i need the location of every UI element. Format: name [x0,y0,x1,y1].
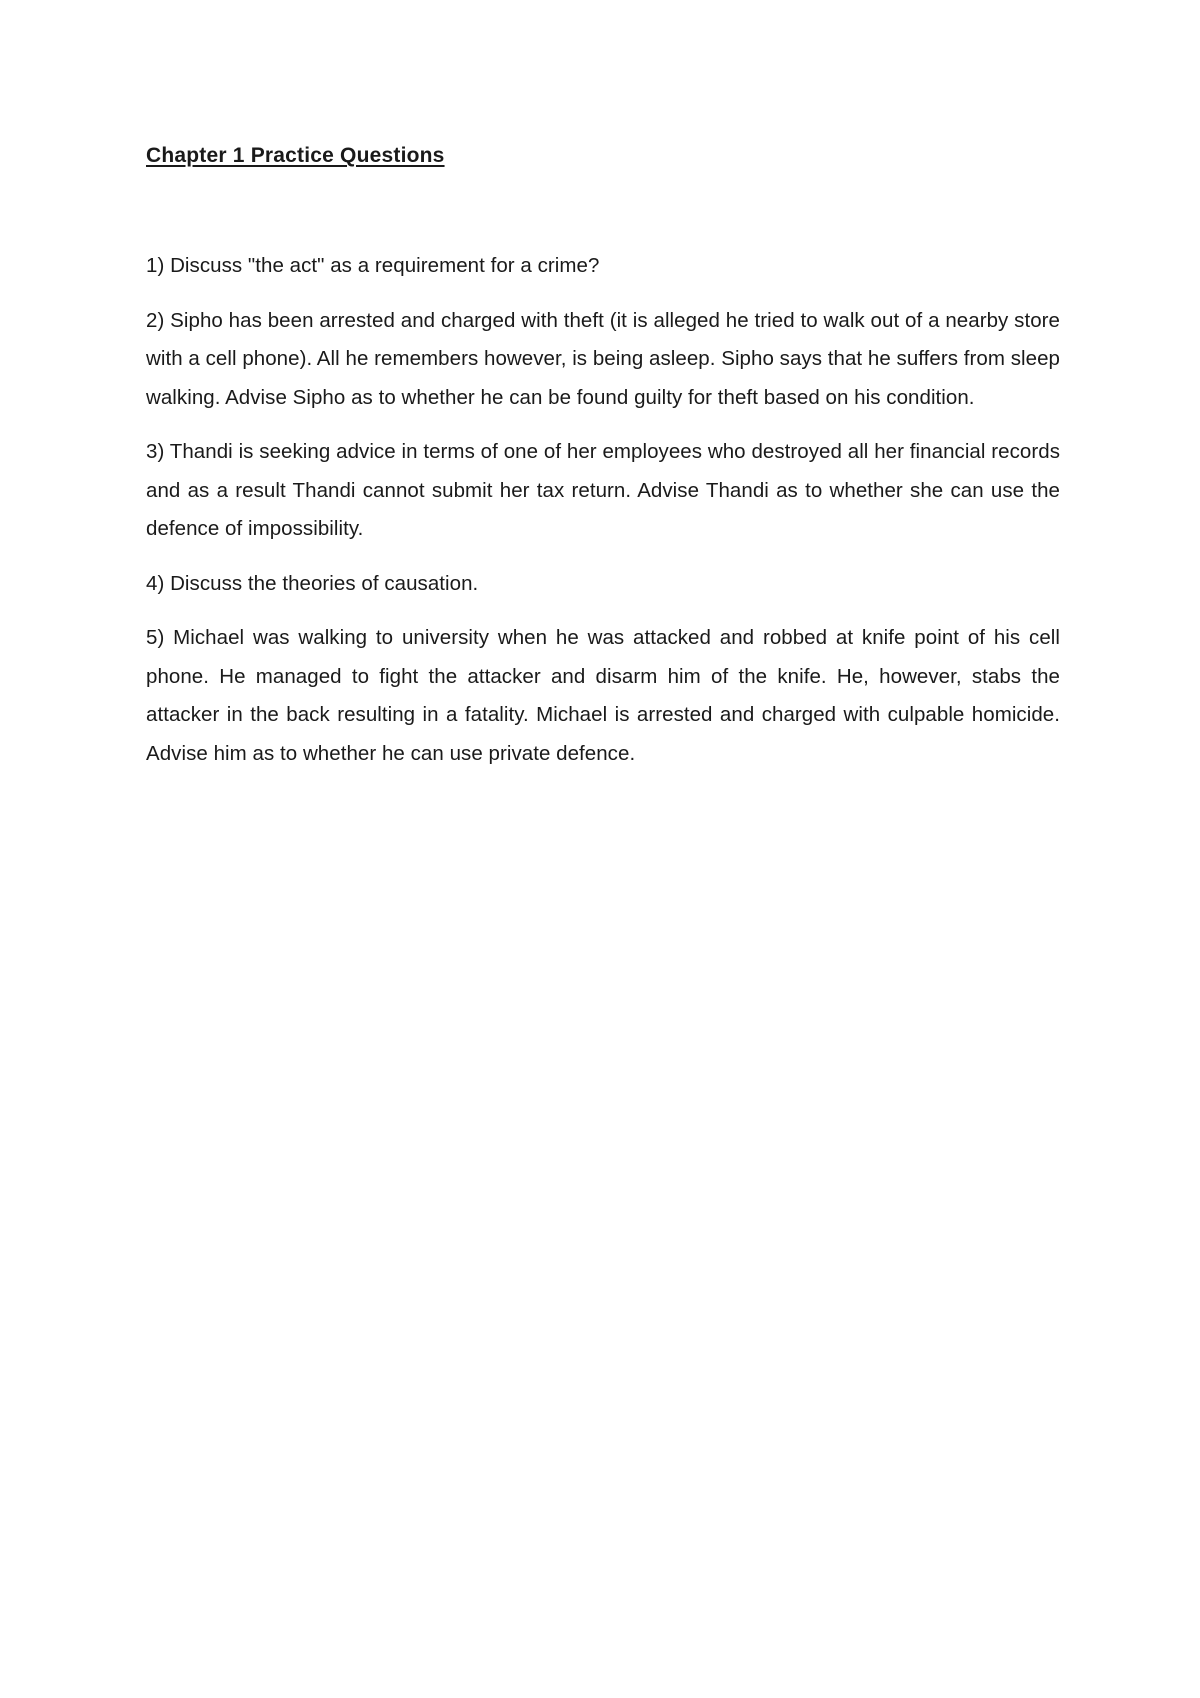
question-4: 4) Discuss the theories of causation. [146,571,479,595]
page-title: Chapter 1 Practice Questions [146,144,445,167]
document-body [146,142,1060,789]
question-list [146,247,1060,773]
question-3: 3) Thandi is seeking advice in terms of one of her employees who destroyed all her financial records and as a result Thandi cannot submit her tax return. Advise Thandi as to whether she can use the defence of impossibility. [146,440,1060,541]
question-5: 5) Michael was walking to university when he was attacked and robbed at knife point of his cell phone. He managed to fight the attacker and disarm him of the knife. He, however, stabs the attacker in the back resulting in a fatality. Michael is arrested and charged with culpable homicide. Advise him as to whether he can use private defence. [146,626,1060,765]
question-2: 2) Sipho has been arrested and charged with theft (it is alleged he tried to walk out of a nearby store with a cell phone). All he remembers however, is being asleep. Sipho says that he suffers from sleep walking. Advise Sipho as to whether he can be found guilty for theft based on his condition. [146,308,1060,409]
question-1: 1) Discuss "the act" as a requirement for a crime? [146,254,600,278]
